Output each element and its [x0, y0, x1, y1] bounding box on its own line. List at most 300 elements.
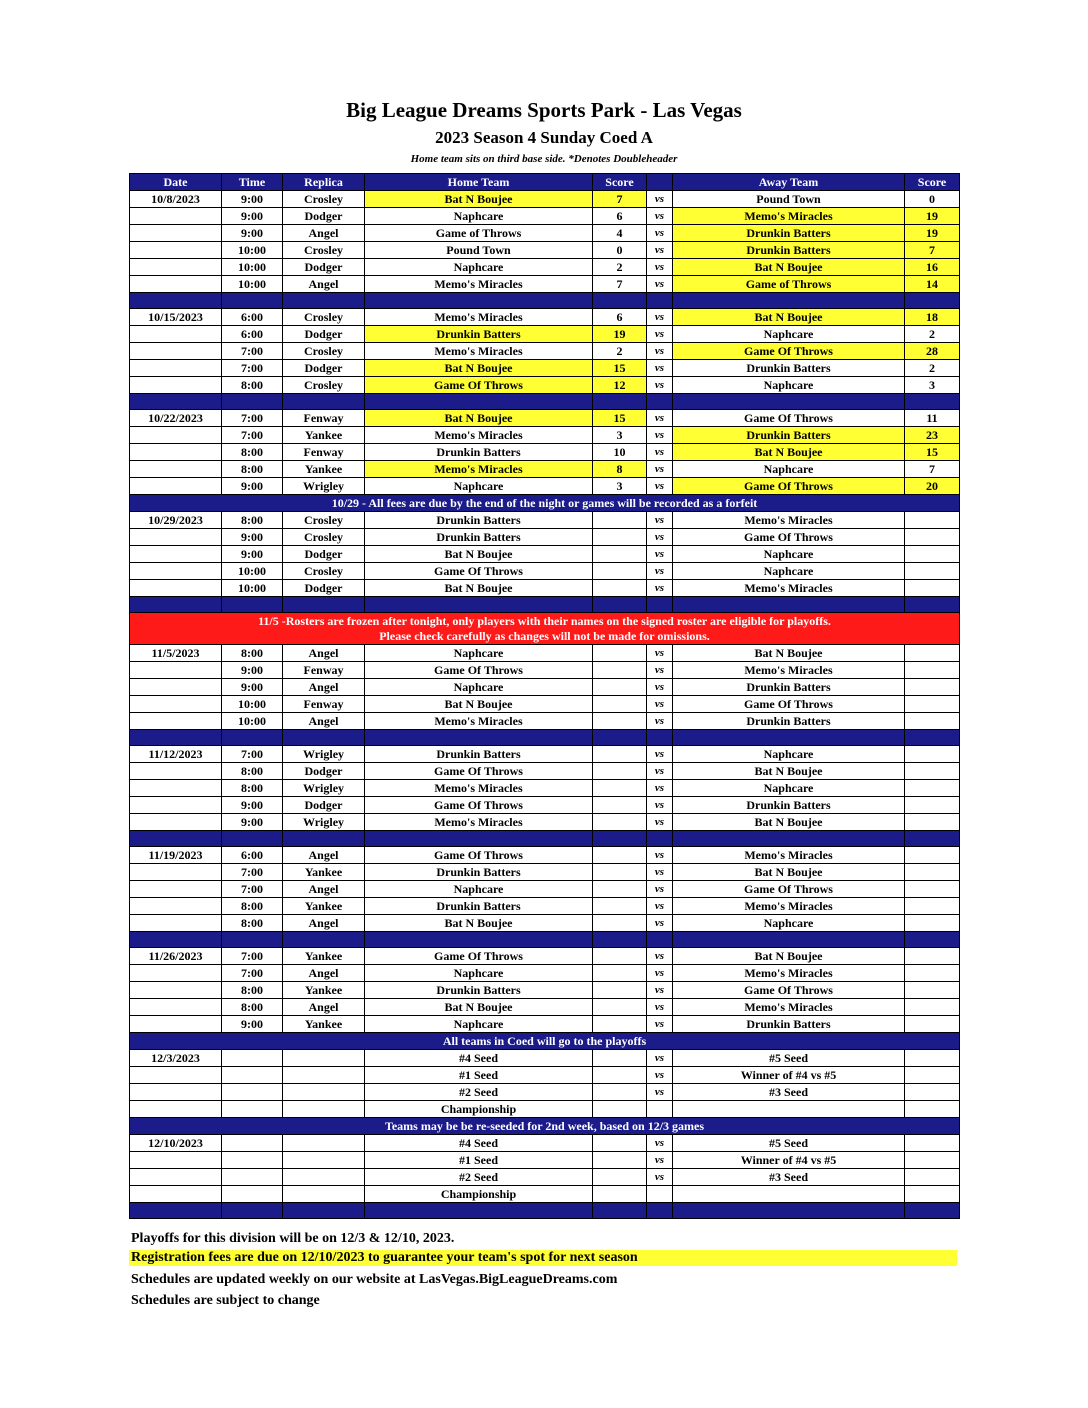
away-score: 23: [905, 427, 960, 444]
game-row: [130, 259, 960, 276]
game-field: Angel: [283, 999, 365, 1016]
home-team: Naphcare: [365, 645, 593, 662]
home-score: [593, 915, 647, 932]
vs-label: vs: [647, 1152, 673, 1169]
vs-label: vs: [647, 546, 673, 563]
home-score: 2: [593, 343, 647, 360]
separator-cell: [905, 293, 960, 309]
game-date: [130, 696, 222, 713]
vs-label: vs: [647, 529, 673, 546]
vs-label: vs: [647, 763, 673, 780]
separator-cell: [593, 932, 647, 948]
separator-row: [130, 831, 960, 847]
game-date: [130, 444, 222, 461]
separator-cell: [673, 293, 905, 309]
home-score: [593, 763, 647, 780]
home-score: 3: [593, 478, 647, 495]
game-date: [130, 1084, 222, 1101]
game-field: Wrigley: [283, 746, 365, 763]
away-team: Game Of Throws: [673, 696, 905, 713]
away-team: Naphcare: [673, 915, 905, 932]
home-team: Naphcare: [365, 478, 593, 495]
vs-label: vs: [647, 1050, 673, 1067]
game-date: [130, 982, 222, 999]
separator-cell: [647, 932, 673, 948]
game-date: 11/26/2023: [130, 948, 222, 965]
game-row: [130, 529, 960, 546]
separator-cell: [283, 293, 365, 309]
away-score: [905, 1186, 960, 1203]
header-note: Home team sits on third base side. *Denotes Doubleheader: [410, 153, 678, 165]
roster-alert-line-1: 11/5 -Rosters are frozen after tonight, only players with their names on the signed roster are eligible for playoffs.: [258, 613, 831, 628]
away-team: Winner of #4 vs #5: [673, 1067, 905, 1084]
away-team: Bat N Boujee: [673, 444, 905, 461]
away-score: [905, 797, 960, 814]
home-team: Championship: [365, 1101, 593, 1118]
separator-row: [130, 932, 960, 948]
away-score: [905, 847, 960, 864]
away-score: 2: [905, 360, 960, 377]
game-row: [130, 780, 960, 797]
game-field: [283, 1050, 365, 1067]
game-time: 7:00: [222, 948, 283, 965]
game-field: Dodger: [283, 580, 365, 597]
away-score: 14: [905, 276, 960, 293]
game-field: Fenway: [283, 662, 365, 679]
separator-cell: [365, 730, 593, 746]
away-team: Drunkin Batters: [673, 360, 905, 377]
home-team: Naphcare: [365, 1016, 593, 1033]
separator-cell: [647, 730, 673, 746]
game-date: [130, 580, 222, 597]
home-score: [593, 847, 647, 864]
game-time: 8:00: [222, 763, 283, 780]
away-team: Bat N Boujee: [673, 948, 905, 965]
vs-label: vs: [647, 326, 673, 343]
vs-label: vs: [647, 427, 673, 444]
away-score: [905, 898, 960, 915]
separator-cell: [130, 1203, 222, 1219]
game-row: [130, 225, 960, 242]
home-team: Game Of Throws: [365, 563, 593, 580]
away-team: Memo's Miracles: [673, 965, 905, 982]
away-score: [905, 546, 960, 563]
game-date: [130, 529, 222, 546]
schedule-table: [129, 173, 960, 1219]
game-date: 10/8/2023: [130, 191, 222, 208]
home-score: 4: [593, 225, 647, 242]
home-team: #4 Seed: [365, 1135, 593, 1152]
game-row: [130, 948, 960, 965]
game-field: Crosley: [283, 191, 365, 208]
home-team: Naphcare: [365, 679, 593, 696]
game-row: [130, 410, 960, 427]
separator-cell: [673, 597, 905, 613]
game-time: [222, 1050, 283, 1067]
home-score: 3: [593, 427, 647, 444]
notice-text: Teams may be be re-seeded for 2nd week, based on 12/3 games: [130, 1118, 960, 1135]
home-score: [593, 1169, 647, 1186]
away-score: [905, 1135, 960, 1152]
game-time: 9:00: [222, 797, 283, 814]
game-field: [283, 1101, 365, 1118]
away-team: Drunkin Batters: [673, 713, 905, 730]
vs-label: vs: [647, 948, 673, 965]
home-team: Game Of Throws: [365, 797, 593, 814]
separator-cell: [222, 293, 283, 309]
home-team: Naphcare: [365, 881, 593, 898]
game-row: [130, 662, 960, 679]
separator-cell: [593, 1203, 647, 1219]
home-team: Naphcare: [365, 259, 593, 276]
game-time: 10:00: [222, 563, 283, 580]
game-time: 8:00: [222, 512, 283, 529]
separator-cell: [222, 831, 283, 847]
home-score: 7: [593, 191, 647, 208]
game-row: [130, 797, 960, 814]
away-team: Winner of #4 vs #5: [673, 1152, 905, 1169]
game-time: 6:00: [222, 309, 283, 326]
game-field: Crosley: [283, 512, 365, 529]
away-score: 11: [905, 410, 960, 427]
separator-row: [130, 394, 960, 410]
game-row: [130, 1084, 960, 1101]
home-team: Memo's Miracles: [365, 343, 593, 360]
home-team: Drunkin Batters: [365, 746, 593, 763]
away-team: Naphcare: [673, 461, 905, 478]
game-date: [130, 242, 222, 259]
game-date: [130, 360, 222, 377]
game-date: [130, 563, 222, 580]
away-team: Naphcare: [673, 563, 905, 580]
separator-cell: [905, 730, 960, 746]
game-date: [130, 1152, 222, 1169]
game-date: [130, 679, 222, 696]
home-team: #2 Seed: [365, 1169, 593, 1186]
game-field: Angel: [283, 679, 365, 696]
away-team: Drunkin Batters: [673, 1016, 905, 1033]
game-field: Yankee: [283, 898, 365, 915]
game-date: [130, 1067, 222, 1084]
away-team: Game Of Throws: [673, 343, 905, 360]
separator-cell: [222, 394, 283, 410]
vs-label: vs: [647, 225, 673, 242]
game-row: [130, 1186, 960, 1203]
separator-cell: [905, 597, 960, 613]
game-time: 7:00: [222, 864, 283, 881]
home-team: Drunkin Batters: [365, 529, 593, 546]
game-date: [130, 915, 222, 932]
vs-label: vs: [647, 309, 673, 326]
game-date: 10/29/2023: [130, 512, 222, 529]
home-team: Memo's Miracles: [365, 814, 593, 831]
vs-label: vs: [647, 563, 673, 580]
game-time: 9:00: [222, 208, 283, 225]
game-time: 10:00: [222, 242, 283, 259]
away-team: #3 Seed: [673, 1084, 905, 1101]
vs-label: vs: [647, 965, 673, 982]
vs-label: vs: [647, 208, 673, 225]
away-score: 3: [905, 377, 960, 394]
game-date: [130, 259, 222, 276]
game-row: [130, 982, 960, 999]
away-team: Naphcare: [673, 746, 905, 763]
notice-row: [130, 1118, 960, 1135]
game-row: [130, 864, 960, 881]
home-score: [593, 1067, 647, 1084]
home-score: [593, 780, 647, 797]
game-field: Crosley: [283, 563, 365, 580]
game-field: [283, 1186, 365, 1203]
col-header-away-score: Score: [905, 174, 960, 191]
away-score: 19: [905, 208, 960, 225]
vs-label: vs: [647, 259, 673, 276]
away-score: [905, 1101, 960, 1118]
separator-cell: [222, 1203, 283, 1219]
separator-cell: [130, 932, 222, 948]
game-field: [283, 1135, 365, 1152]
home-team: Bat N Boujee: [365, 915, 593, 932]
away-team: Memo's Miracles: [673, 898, 905, 915]
game-field: Dodger: [283, 208, 365, 225]
game-time: 9:00: [222, 546, 283, 563]
away-score: 15: [905, 444, 960, 461]
home-team: Championship: [365, 1186, 593, 1203]
game-time: 9:00: [222, 191, 283, 208]
game-row: [130, 191, 960, 208]
separator-cell: [130, 831, 222, 847]
game-time: 10:00: [222, 713, 283, 730]
separator-cell: [283, 1203, 365, 1219]
away-score: 2: [905, 326, 960, 343]
game-field: Yankee: [283, 427, 365, 444]
game-date: 10/15/2023: [130, 309, 222, 326]
notice-row: [130, 495, 960, 512]
away-team: #5 Seed: [673, 1050, 905, 1067]
game-field: Crosley: [283, 242, 365, 259]
separator-cell: [130, 394, 222, 410]
separator-cell: [130, 293, 222, 309]
game-time: 8:00: [222, 444, 283, 461]
game-field: Dodger: [283, 763, 365, 780]
game-time: 6:00: [222, 326, 283, 343]
schedule-body: [130, 191, 960, 1219]
away-score: [905, 965, 960, 982]
vs-label: vs: [647, 512, 673, 529]
col-header-vs: [647, 174, 673, 191]
game-row: [130, 563, 960, 580]
game-time: 7:00: [222, 343, 283, 360]
col-header-date: Date: [130, 174, 222, 191]
away-score: [905, 746, 960, 763]
game-field: Fenway: [283, 410, 365, 427]
game-row: [130, 343, 960, 360]
game-field: [283, 1084, 365, 1101]
away-team: Game Of Throws: [673, 529, 905, 546]
game-row: [130, 915, 960, 932]
separator-cell: [593, 831, 647, 847]
away-team: Memo's Miracles: [673, 512, 905, 529]
home-score: [593, 1050, 647, 1067]
away-score: [905, 679, 960, 696]
game-row: [130, 427, 960, 444]
game-date: [130, 1186, 222, 1203]
separator-row: [130, 730, 960, 746]
away-team: Drunkin Batters: [673, 242, 905, 259]
game-time: 10:00: [222, 580, 283, 597]
away-team: Pound Town: [673, 191, 905, 208]
footer-registration-note: Registration fees are due on 12/10/2023 to guarantee your team's spot for next season: [129, 1250, 957, 1266]
home-team: Naphcare: [365, 208, 593, 225]
game-time: 10:00: [222, 696, 283, 713]
home-score: [593, 1101, 647, 1118]
home-score: [593, 563, 647, 580]
home-team: #4 Seed: [365, 1050, 593, 1067]
separator-cell: [673, 1203, 905, 1219]
away-team: Game of Throws: [673, 276, 905, 293]
game-time: 9:00: [222, 1016, 283, 1033]
game-time: [222, 1067, 283, 1084]
vs-label: vs: [647, 881, 673, 898]
game-row: [130, 276, 960, 293]
home-score: [593, 529, 647, 546]
game-row: [130, 546, 960, 563]
away-team: Game Of Throws: [673, 478, 905, 495]
game-date: [130, 999, 222, 1016]
away-score: [905, 529, 960, 546]
separator-cell: [593, 293, 647, 309]
game-time: 7:00: [222, 746, 283, 763]
away-score: [905, 713, 960, 730]
game-field: Dodger: [283, 797, 365, 814]
away-team: Memo's Miracles: [673, 662, 905, 679]
vs-label: vs: [647, 696, 673, 713]
game-row: [130, 461, 960, 478]
game-date: [130, 662, 222, 679]
game-row: [130, 1135, 960, 1152]
away-score: [905, 999, 960, 1016]
away-team: Drunkin Batters: [673, 427, 905, 444]
vs-label: vs: [647, 679, 673, 696]
home-team: Memo's Miracles: [365, 780, 593, 797]
away-team: Bat N Boujee: [673, 309, 905, 326]
home-score: [593, 948, 647, 965]
away-score: 0: [905, 191, 960, 208]
game-field: Angel: [283, 847, 365, 864]
home-team: Memo's Miracles: [365, 461, 593, 478]
game-row: [130, 1169, 960, 1186]
game-field: Angel: [283, 713, 365, 730]
game-row: [130, 1101, 960, 1118]
separator-cell: [905, 932, 960, 948]
home-team: Pound Town: [365, 242, 593, 259]
game-date: [130, 343, 222, 360]
notice-text: All teams in Coed will go to the playoffs: [130, 1033, 960, 1050]
game-time: 9:00: [222, 529, 283, 546]
separator-cell: [673, 394, 905, 410]
home-team: Game of Throws: [365, 225, 593, 242]
game-row: [130, 444, 960, 461]
vs-label: vs: [647, 1084, 673, 1101]
home-team: Bat N Boujee: [365, 696, 593, 713]
separator-cell: [222, 730, 283, 746]
game-field: Fenway: [283, 444, 365, 461]
game-field: Angel: [283, 276, 365, 293]
game-time: [222, 1135, 283, 1152]
notice-text: 10/29 - All fees are due by the end of the night or games will be recorded as a forfeit: [130, 495, 960, 512]
game-time: 6:00: [222, 847, 283, 864]
game-date: [130, 1016, 222, 1033]
away-team: Naphcare: [673, 377, 905, 394]
away-score: [905, 1152, 960, 1169]
away-team: Memo's Miracles: [673, 208, 905, 225]
home-team: Game Of Throws: [365, 847, 593, 864]
home-score: [593, 999, 647, 1016]
vs-label: vs: [647, 814, 673, 831]
home-score: [593, 679, 647, 696]
game-field: Angel: [283, 915, 365, 932]
vs-label: vs: [647, 410, 673, 427]
game-field: Angel: [283, 645, 365, 662]
vs-label: [647, 1186, 673, 1203]
col-header-home-team: Home Team: [365, 174, 593, 191]
home-score: [593, 713, 647, 730]
vs-label: vs: [647, 780, 673, 797]
game-field: [283, 1169, 365, 1186]
home-team: Memo's Miracles: [365, 713, 593, 730]
vs-label: vs: [647, 662, 673, 679]
game-field: Crosley: [283, 343, 365, 360]
away-score: [905, 814, 960, 831]
away-team: Memo's Miracles: [673, 580, 905, 597]
separator-cell: [365, 293, 593, 309]
separator-cell: [365, 394, 593, 410]
home-score: 0: [593, 242, 647, 259]
game-row: [130, 679, 960, 696]
game-row: [130, 763, 960, 780]
roster-alert: [130, 613, 960, 645]
vs-label: vs: [647, 1067, 673, 1084]
vs-label: vs: [647, 915, 673, 932]
game-field: Angel: [283, 881, 365, 898]
game-date: [130, 780, 222, 797]
separator-cell: [593, 597, 647, 613]
game-row: [130, 242, 960, 259]
separator-row: [130, 293, 960, 309]
away-score: [905, 780, 960, 797]
home-team: #2 Seed: [365, 1084, 593, 1101]
game-row: [130, 1067, 960, 1084]
away-score: [905, 563, 960, 580]
game-row: [130, 360, 960, 377]
game-field: Dodger: [283, 360, 365, 377]
home-team: Drunkin Batters: [365, 326, 593, 343]
game-time: 10:00: [222, 259, 283, 276]
game-row: [130, 696, 960, 713]
game-field: Yankee: [283, 948, 365, 965]
game-date: 11/5/2023: [130, 645, 222, 662]
game-row: [130, 713, 960, 730]
game-row: [130, 965, 960, 982]
separator-cell: [593, 730, 647, 746]
vs-label: vs: [647, 444, 673, 461]
separator-cell: [673, 932, 905, 948]
away-score: 16: [905, 259, 960, 276]
home-score: 10: [593, 444, 647, 461]
game-date: [130, 797, 222, 814]
page-subtitle: 2023 Season 4 Sunday Coed A: [435, 128, 653, 147]
notice-row: [130, 1033, 960, 1050]
